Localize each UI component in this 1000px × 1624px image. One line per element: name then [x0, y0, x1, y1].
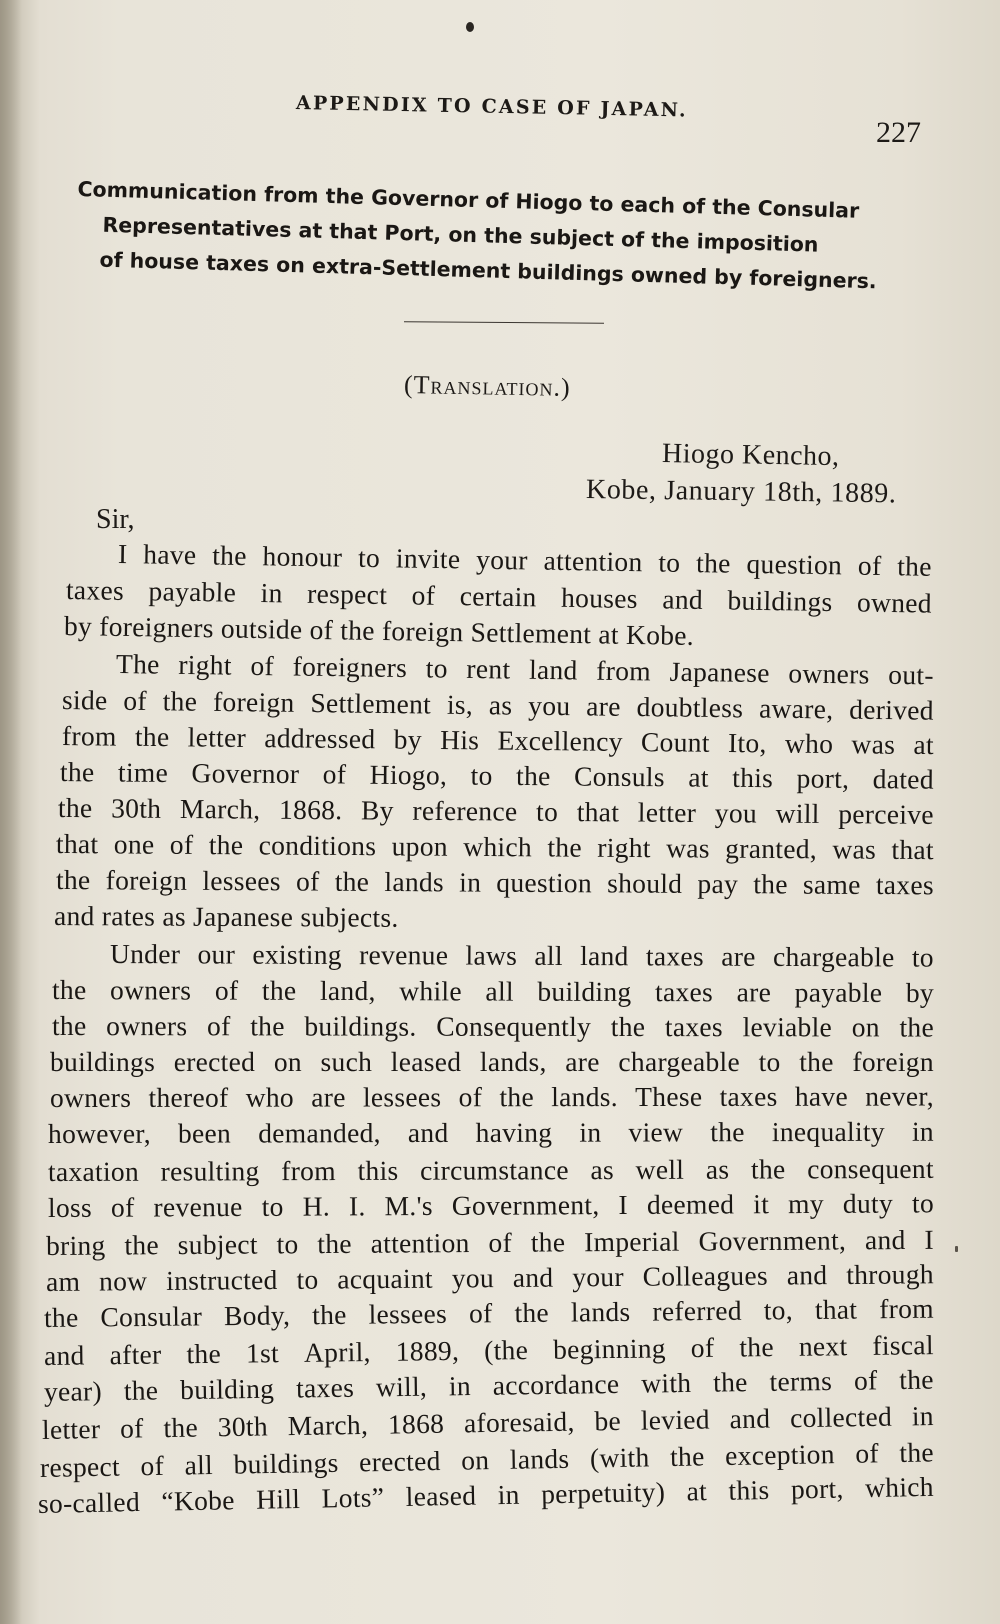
body-line: Under our existing revenue laws all land taxes are chargeable to [109, 938, 934, 973]
body-line: the foreign lessees of the lands in question should pay the same taxes [55, 864, 934, 901]
body-line: loss of revenue to H. I. M.'s Government, I deemed it my duty to [47, 1187, 935, 1223]
translation-label: (Translation.) [403, 370, 571, 402]
body-line: that one of the conditions upon which the right was granted, was that [55, 828, 935, 866]
body-line: from the letter addressed by His Excellency Count Ito, who was at [61, 720, 935, 761]
body-line: the owners of the land, while all building taxes are payable by [51, 974, 935, 1009]
running-head: APPENDIX TO CASE OF JAPAN. [295, 92, 689, 122]
body-line: The right of foreigners to rent land from Japanese owners out- [115, 648, 935, 691]
body-line: the Consular Body, the lessees of the lands referred to, that from [43, 1292, 935, 1333]
body-line: side of the foreign Settlement is, as you are doubtless aware, derived [61, 684, 934, 726]
stray-mark [955, 1246, 958, 1252]
heading-line: of house taxes on extra-Settlement buildings owned by foreigners. [99, 247, 877, 294]
body-line: year) the building taxes will, in accordance with the terms of the [43, 1363, 935, 1407]
body-line: letter of the 30th March, 1868 aforesaid, be levied and collected in [41, 1399, 935, 1445]
body-line: and after the 1st April, 1889, (the beginning of the next fiscal [43, 1329, 934, 1371]
heading-line: Representatives at that Port, on the subject of the imposition [102, 212, 819, 257]
body-line: owners thereof who are lessees of the lands. These taxes have never, [49, 1080, 934, 1113]
body-line: respect of all buildings erected on lands (with the exception of the [39, 1436, 935, 1483]
body-line: am now instructed to acquaint you and your Colleagues and through [45, 1258, 935, 1297]
body-line: however, been demanded, and having in view the inequality in [47, 1115, 935, 1149]
heading-line: Communication from the Governor of Hiogo to each of the Consular [77, 176, 860, 223]
body-line: by foreigners outside of the foreign Settlement at Kobe. [63, 610, 695, 651]
body-line: buildings erected on such leased lands, are chargeable to the foreign [50, 1046, 934, 1077]
body-line: the 30th March, 1868. By reference to that letter you will perceive [57, 792, 934, 830]
body-line: the time Governor of Hiogo, to the Consuls at this port, dated [59, 756, 934, 795]
letter-date: Kobe, January 18th, 1889. [585, 474, 897, 510]
body-line: taxes payable in respect of certain houses and buildings owned [65, 574, 933, 619]
body-line: the owners of the buildings. Consequently the taxes leviable on the [51, 1010, 935, 1043]
letter-place: Hiogo Kencho, [661, 438, 840, 473]
body-line: I have the honour to invite your attention to the question of the [117, 538, 932, 582]
letter-salutation: Sir, [96, 504, 135, 535]
body-line: and rates as Japanese subjects. [53, 900, 399, 933]
body-line: taxation resulting from this circumstance as well as the consequent [47, 1152, 934, 1187]
body-line: bring the subject to the attention of the Imperial Government, and I [45, 1223, 934, 1261]
body-line: so-called “Kobe Hill Lots” leased in perpetuity) at this port, which [37, 1470, 935, 1519]
page-number: 227 [876, 116, 921, 149]
